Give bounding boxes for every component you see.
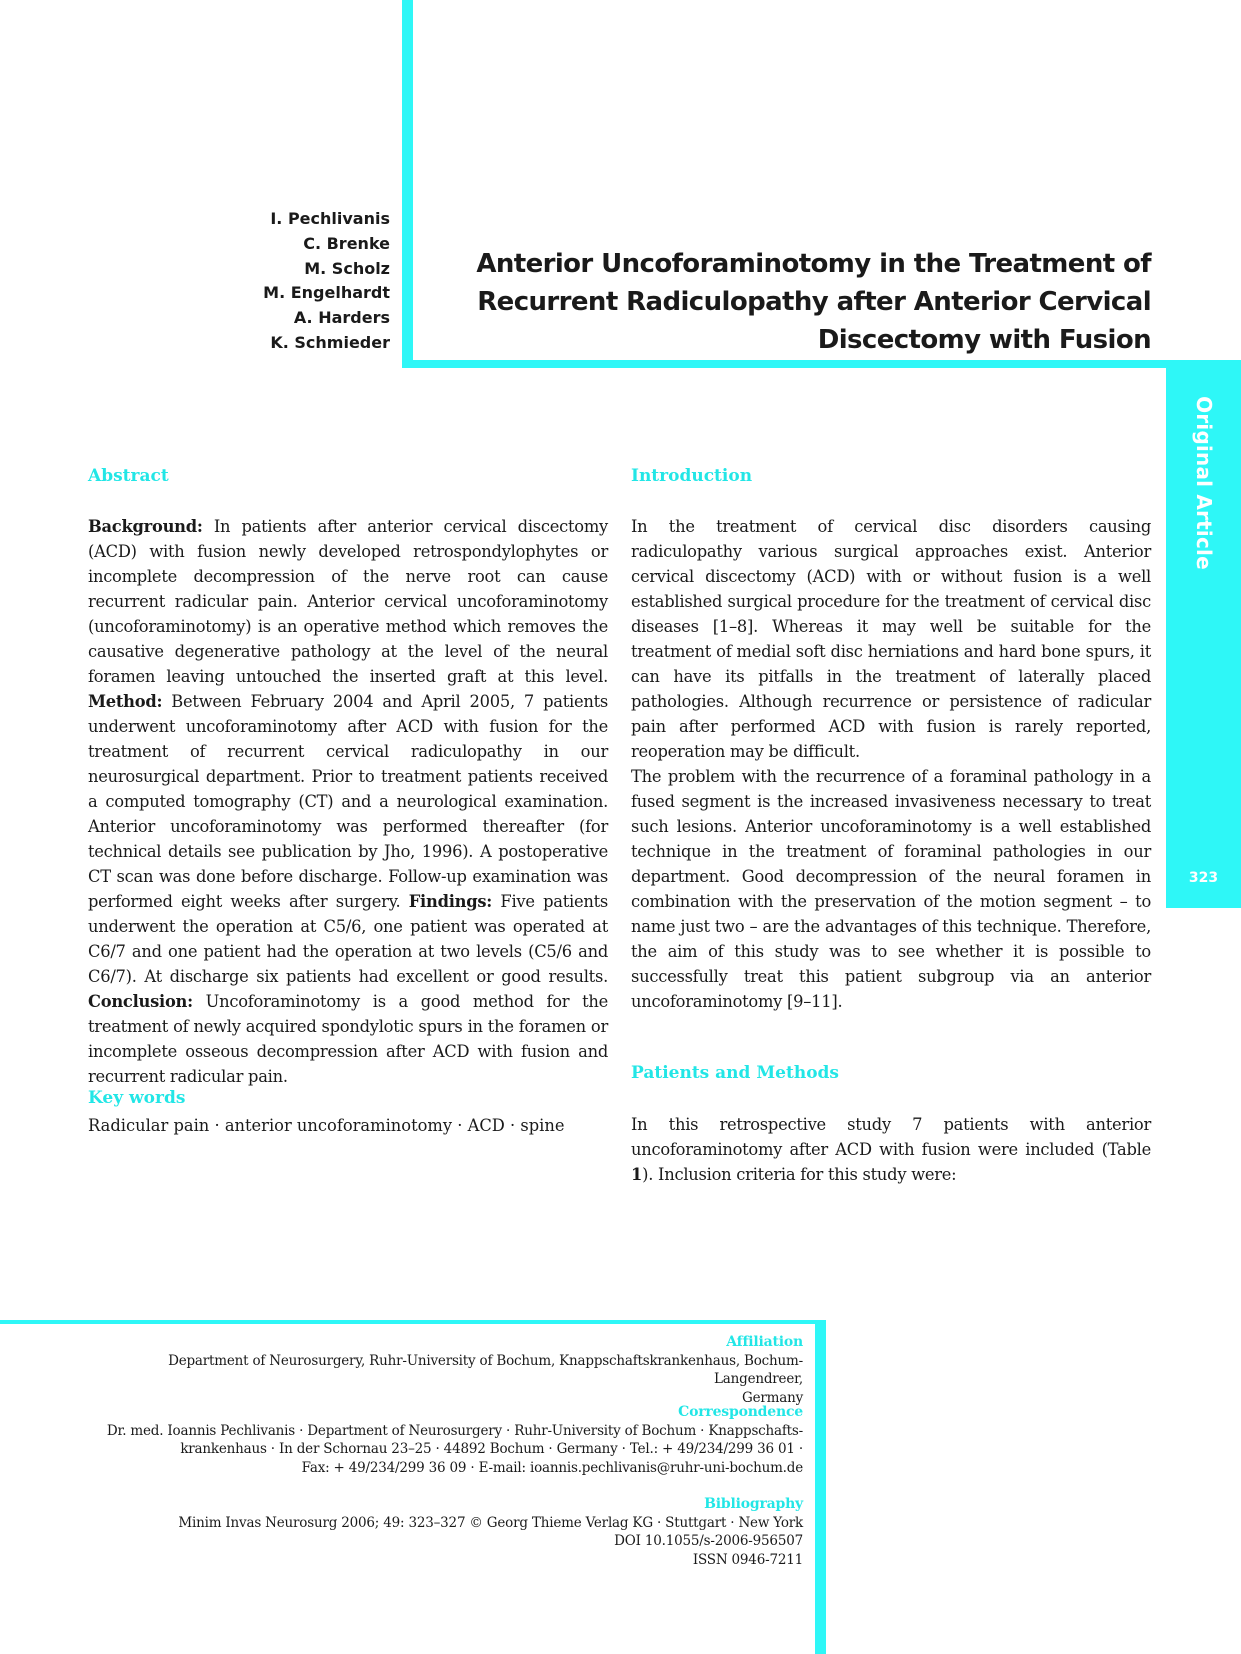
keywords-heading: Key words <box>88 1088 186 1108</box>
correspondence-block <box>83 1403 803 1477</box>
author-name: M. Engelhardt <box>263 283 390 303</box>
introduction-paragraph: The problem with the recurrence of a foraminal pathology in a fused segment is the increased invasiveness necessary to treat such lesions. Anterior uncoforaminotomy is a well established technique in the treatment of foraminal pathologies in our department. Good decompression of the neural foramen in combination with the preservation of the motion segment – to name just two – are the advantages of this technique. Therefore, the aim of this study was to see whether it is possible to successfully treat this patient subgroup via an anterior uncoforaminotomy [9–11]. <box>631 767 1151 1011</box>
bibliography-line: ISSN 0946-7211 <box>692 1551 803 1568</box>
keyword: spine <box>520 1116 565 1135</box>
introduction-body-2 <box>631 764 1151 1014</box>
footer-accent-bar-vertical <box>815 1320 826 1654</box>
pm-text: In this retrospective study 7 patients with anterior uncoforaminotomy after ACD with fusion were included (Table <box>631 1115 1151 1159</box>
keyword: anterior uncoforaminotomy <box>224 1116 453 1135</box>
keyword-separator: · <box>209 1116 225 1135</box>
keyword: ACD <box>467 1116 505 1135</box>
affiliation-line: Germany <box>742 1389 803 1406</box>
affiliation-block <box>83 1333 803 1407</box>
footer-accent-bar-horizontal <box>0 1320 826 1324</box>
introduction-body <box>631 514 1151 764</box>
bibliography-line: Minim Invas Neurosurg 2006; 49: 323–327 © Georg Thieme Verlag KG · Stuttgart · New York <box>178 1514 803 1531</box>
background-label: Background: <box>88 517 203 536</box>
bibliography-heading: Bibliography <box>704 1496 803 1512</box>
keywords-list <box>88 1113 565 1138</box>
findings-text: Five patients underwent the operation at C5/6, one patient was operated at C6/7 and one patient had the operation at two levels (C5/6 and C6/7). At discharge six patients had excellent or good results. <box>88 892 608 986</box>
title-line: Recurrent Radiculopathy after Anterior Cervical <box>477 287 1151 317</box>
conclusion-text: Uncoforaminotomy is a good method for the treatment of newly acquired spondylotic spurs in the foramen or incomplete osseous decompression after ACD with fusion and recurrent radicular pain. <box>88 992 608 1086</box>
abstract-body <box>88 514 608 1089</box>
author-name: C. Brenke <box>303 233 390 253</box>
author-name: I. Pechlivanis <box>270 209 390 228</box>
author-name: M. Scholz <box>304 258 390 278</box>
introduction-paragraph: In the treatment of cervical disc disorders causing radiculopathy various surgical approaches exist. Anterior cervical discectomy (ACD) with or without fusion is a well established surgical procedure for the treatment of cervical disc diseases [1–8]. Whereas it may well be suitable for the treatment of medial soft disc herniations and hard bone spurs, it can have its pitfalls in the treatment of laterally placed pathologies. Although recurrence or persistence of radicular pain after performed ACD with fusion is rarely reported, reoperation may be difficult. <box>631 517 1151 761</box>
conclusion-label: Conclusion: <box>88 992 193 1011</box>
method-text: Between February 2004 and April 2005, 7 patients underwent uncoforaminotomy after ACD with fusion for the treatment of recurrent cervical radiculopathy in our neurosurgical department. Prior to treatment patients received a computed tomography (CT) and a neurological examination. Anterior uncoforaminotomy was performed thereafter (for technical details see publication by Jho, 1996). A postoperative CT scan was done before discharge. Follow-up examination was performed eight weeks after surgery. <box>88 692 608 911</box>
author-list <box>263 207 390 356</box>
keyword: Radicular pain <box>88 1116 210 1135</box>
background-text: In patients after anterior cervical discectomy (ACD) with fusion newly developed retrospondylophytes or incomplete decompression of the nerve root can cause recurrent radicular pain. Anterior cervical uncoforaminotomy (uncoforaminotomy) is an operative method which removes the causative degenerative pathology at the level of the neural foramen leaving untouched the inserted graft at this level. <box>88 517 608 686</box>
header-accent-bar-horizontal <box>402 360 1241 368</box>
author-name: A. Harders <box>293 308 390 328</box>
patients-methods-heading: Patients and Methods <box>631 1063 839 1083</box>
article-type-label <box>1166 398 1241 568</box>
bibliography-line: DOI 10.1055/s-2006-956507 <box>614 1533 803 1550</box>
method-label: Method: <box>88 692 163 711</box>
bibliography-block <box>83 1495 803 1569</box>
introduction-heading: Introduction <box>631 466 753 486</box>
article-title <box>440 245 1151 359</box>
correspondence-line: Fax: + 49/234/299 36 09 · E-mail: ioannis.pechlivanis@ruhr-uni-bochum.de <box>301 1459 803 1476</box>
correspondence-heading: Correspondence <box>678 1404 803 1420</box>
table-reference[interactable]: 1 <box>631 1165 643 1184</box>
correspondence-line: Dr. med. Ioannis Pechlivanis · Department of Neurosurgery · Ruhr-University of Bochum · Knappschafts- <box>106 1422 803 1439</box>
article-type-text: Original Article <box>1191 396 1216 570</box>
keyword-separator: · <box>452 1116 468 1135</box>
title-line: Anterior Uncoforaminotomy in the Treatment of <box>476 249 1151 279</box>
findings-label: Findings: <box>408 892 493 911</box>
title-line: Discectomy with Fusion <box>817 325 1151 355</box>
pm-text: ). Inclusion criteria for this study were: <box>642 1165 957 1184</box>
header-accent-bar-vertical <box>402 0 413 368</box>
abstract-heading: Abstract <box>88 466 169 486</box>
affiliation-heading: Affiliation <box>726 1334 803 1350</box>
patients-methods-body <box>631 1112 1151 1187</box>
abstract-paragraph <box>88 514 608 1089</box>
page-number: 323 <box>1188 870 1219 886</box>
correspondence-line: krankenhaus · In der Schornau 23–25 · 44892 Bochum · Germany · Tel.: + 49/234/299 36 01 · <box>180 1441 803 1458</box>
keyword-separator: · <box>504 1116 521 1135</box>
affiliation-line: Department of Neurosurgery, Ruhr-University of Bochum, Knappschaftskrankenhaus, Bochum-Langendreer, <box>168 1352 803 1388</box>
patients-methods-paragraph <box>631 1112 1151 1187</box>
author-name: K. Schmieder <box>270 332 390 352</box>
